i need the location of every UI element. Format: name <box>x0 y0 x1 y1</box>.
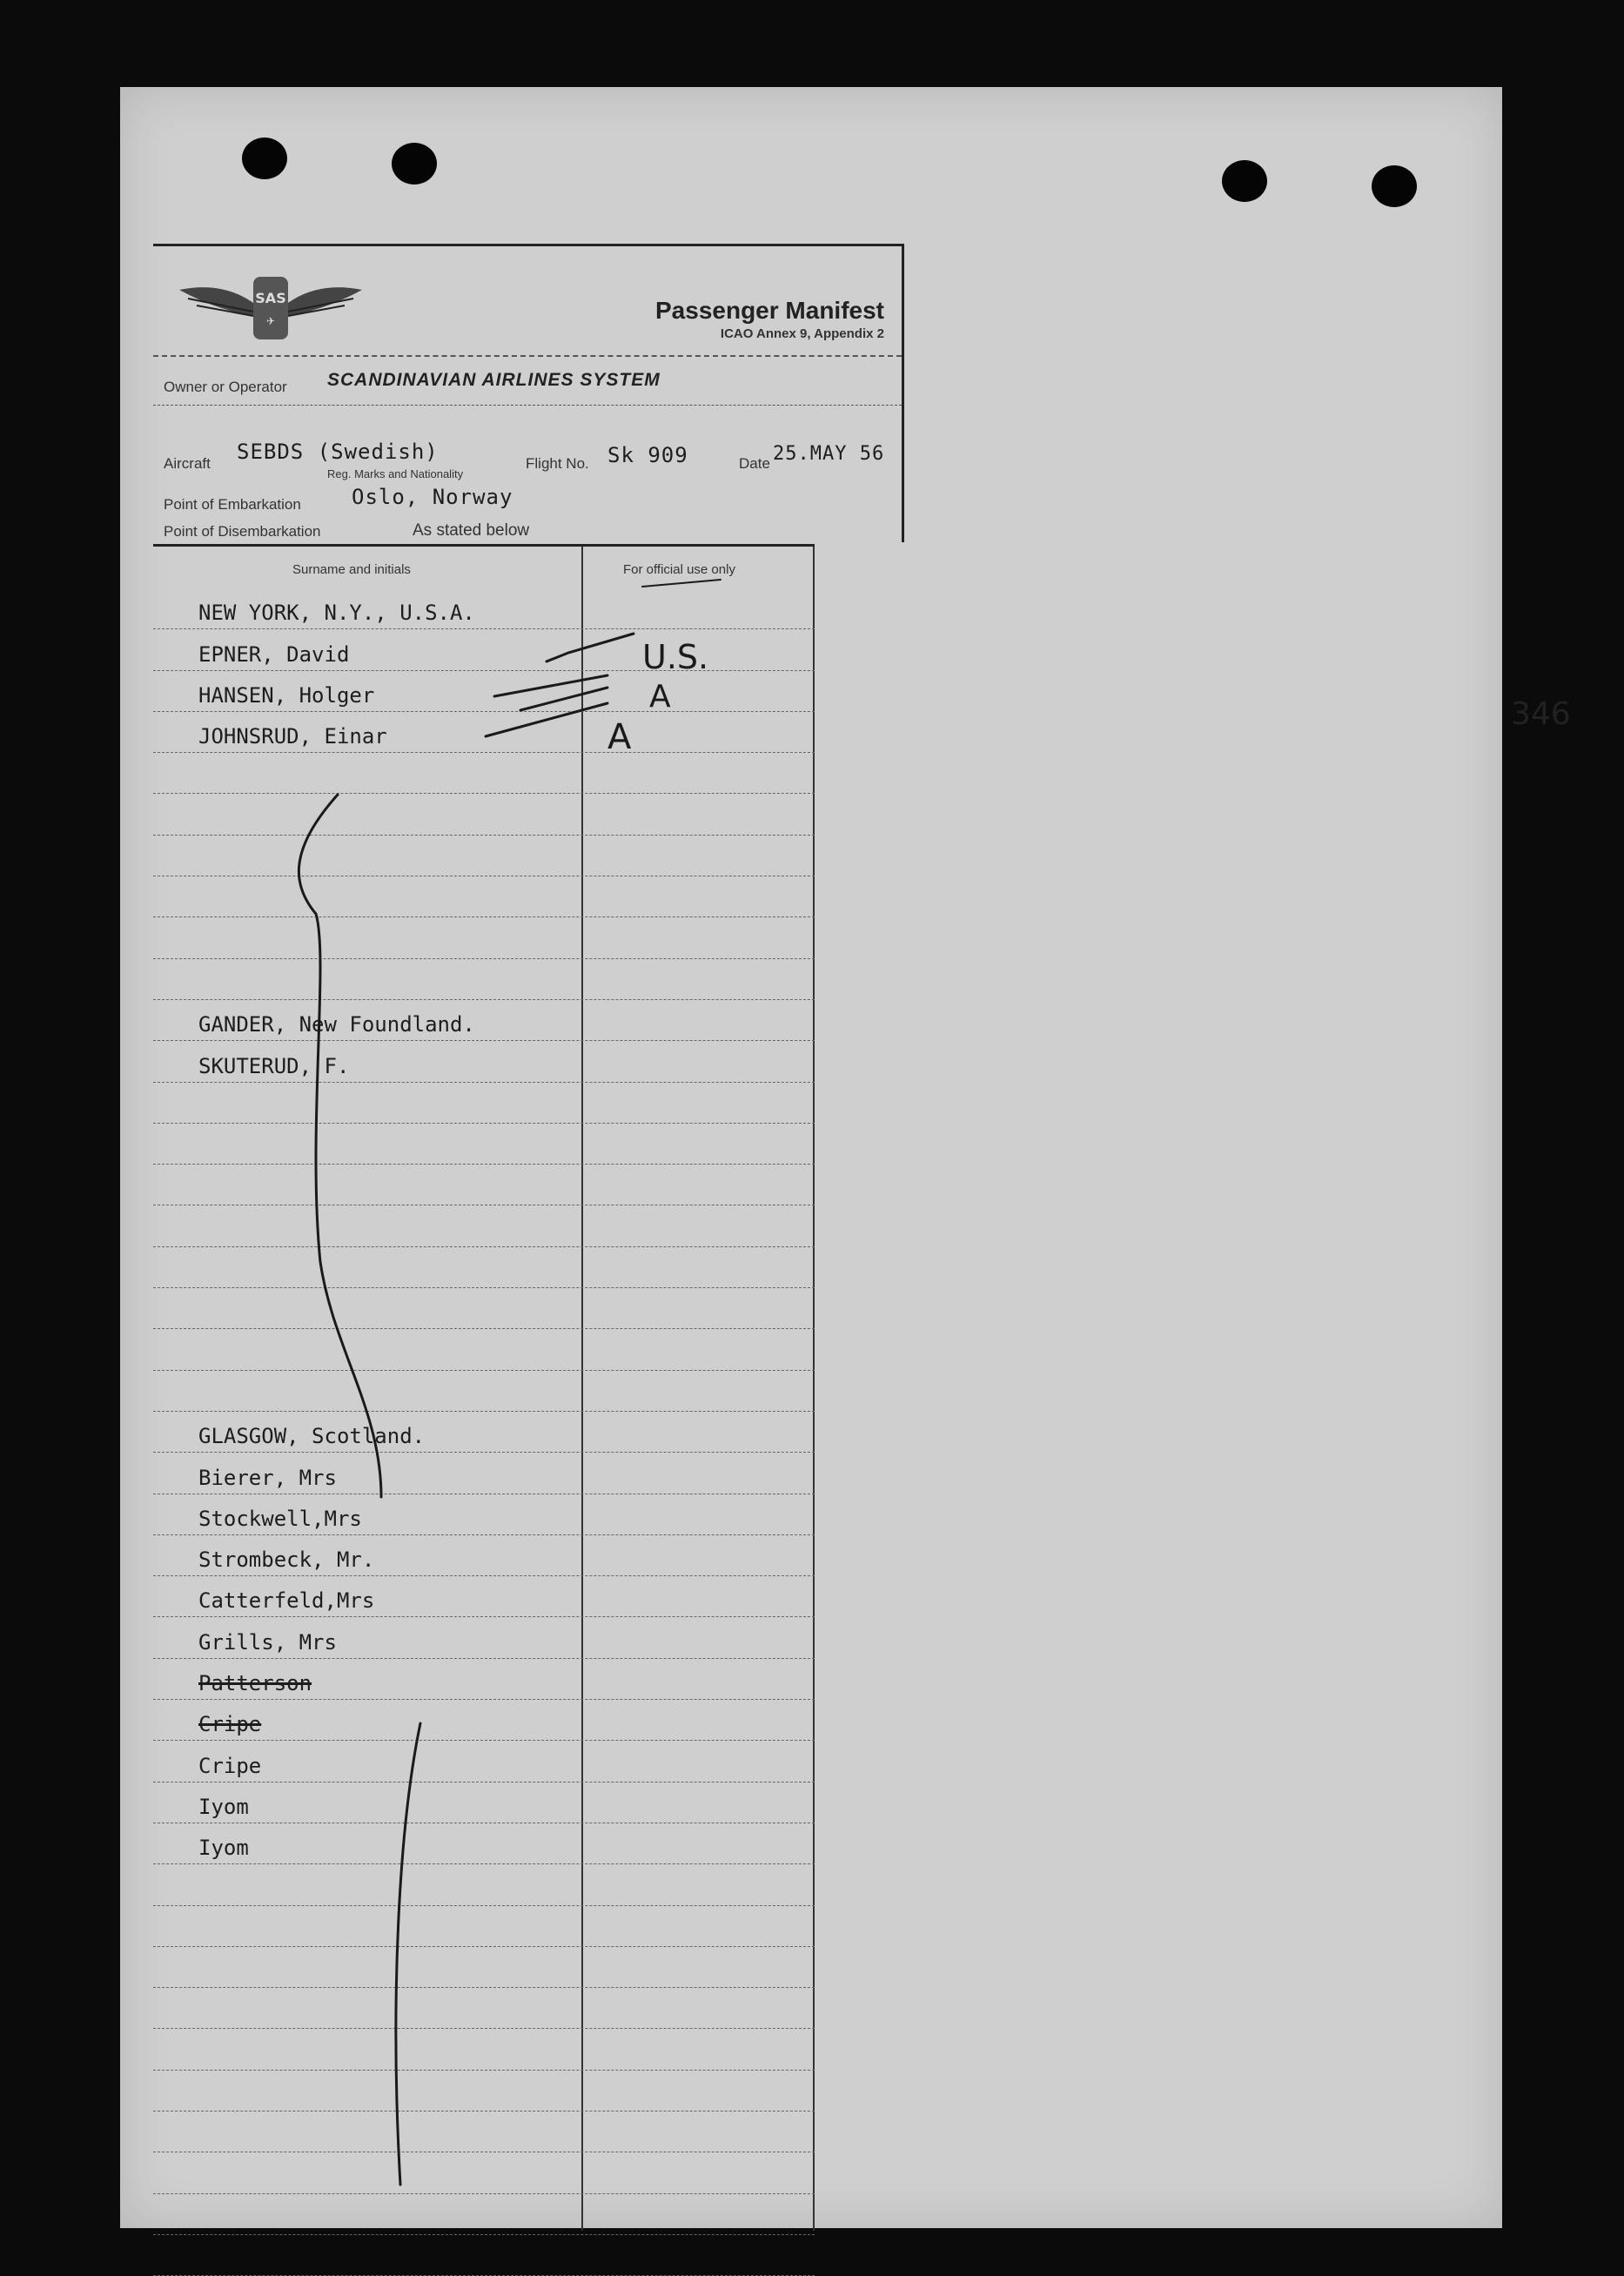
table-row <box>153 1947 815 1988</box>
table-row <box>153 1412 815 1453</box>
flight-label: Flight No. <box>526 455 589 472</box>
sas-wings-logo-icon <box>171 264 371 351</box>
table-row <box>153 1535 815 1576</box>
table-row <box>153 1617 815 1658</box>
table-row <box>153 1124 815 1165</box>
passenger-name: Cripe <box>198 1712 262 1737</box>
table-row <box>153 712 815 753</box>
owner-label: Owner or Operator <box>164 379 287 395</box>
svg-text:✈: ✈ <box>265 315 276 327</box>
column-header-official: For official use only <box>623 562 735 577</box>
table-row <box>153 1988 815 2029</box>
owner-value: SCANDINAVIAN AIRLINES SYSTEM <box>327 370 661 390</box>
flight-value: Sk 909 <box>607 443 688 467</box>
table-row <box>153 1041 815 1082</box>
table-row <box>153 876 815 917</box>
embarkation-label: Point of Embarkation <box>164 496 301 513</box>
passenger-table <box>153 544 815 2231</box>
table-row <box>153 1823 815 1864</box>
table-row <box>153 1165 815 1205</box>
table-row <box>153 1906 815 1947</box>
passenger-name: NEW YORK, N.Y., U.S.A. <box>198 601 475 626</box>
official-mark: A <box>649 679 671 715</box>
table-row <box>153 588 815 629</box>
table-row <box>153 1576 815 1617</box>
punch-hole-icon <box>242 138 287 179</box>
manifest-sheet <box>120 87 1571 2228</box>
table-row <box>153 1494 815 1535</box>
disembarkation-label: Point of Disembarkation <box>164 523 321 540</box>
page-title: Passenger Manifest <box>655 297 884 324</box>
table-row <box>153 2235 815 2276</box>
table-row <box>153 2194 815 2235</box>
passenger-name: SKUTERUD, F. <box>198 1053 350 1078</box>
table-row <box>153 629 815 670</box>
table-row <box>153 836 815 876</box>
table-row <box>153 1741 815 1782</box>
punch-hole-icon <box>1372 165 1417 207</box>
table-row <box>153 2112 815 2152</box>
table-row <box>153 753 815 794</box>
manifest-header <box>153 244 904 542</box>
manifest-form <box>153 244 902 2228</box>
table-row <box>153 959 815 1000</box>
svg-text:SAS: SAS <box>255 290 286 306</box>
passenger-name: Iyom <box>198 1836 249 1861</box>
table-row <box>153 1659 815 1700</box>
passenger-name: Iyom <box>198 1794 249 1819</box>
table-row <box>153 1371 815 1412</box>
table-row <box>153 1000 815 1041</box>
table-row <box>153 794 815 835</box>
passenger-name: Cripe <box>198 1753 262 1778</box>
table-row <box>153 1700 815 1741</box>
table-row <box>153 1453 815 1494</box>
header-divider <box>153 355 902 357</box>
official-mark: U.S. <box>642 638 709 676</box>
embarkation-value: Oslo, Norway <box>352 485 513 509</box>
date-label: Date <box>739 455 770 472</box>
table-row <box>153 1288 815 1329</box>
punch-hole-icon <box>1222 160 1267 202</box>
table-row <box>153 2029 815 2070</box>
passenger-name: Stockwell,Mrs <box>198 1506 362 1531</box>
aircraft-value: SEBDS (Swedish) <box>237 440 439 464</box>
page-number: 346 <box>1511 696 1571 732</box>
date-value: 25.MAY 56 <box>773 443 885 465</box>
passenger-name: Patterson <box>198 1671 312 1696</box>
passenger-name: JOHNSRUD, Einar <box>198 724 387 749</box>
aircraft-label: Aircraft <box>164 455 211 472</box>
passenger-name: EPNER, David <box>198 641 350 667</box>
table-row <box>153 1864 815 1905</box>
passenger-name: Grills, Mrs <box>198 1629 337 1655</box>
table-row <box>153 671 815 712</box>
table-row <box>153 2071 815 2112</box>
passenger-name: Strombeck, Mr. <box>198 1548 375 1573</box>
disembarkation-value: As stated below <box>413 521 530 540</box>
table-row <box>153 917 815 958</box>
table-row <box>153 1783 815 1823</box>
table-row <box>153 2152 815 2193</box>
official-mark: A <box>607 717 632 757</box>
table-row <box>153 1083 815 1124</box>
reg-marks-label: Reg. Marks and Nationality <box>327 467 464 480</box>
table-row <box>153 1329 815 1370</box>
table-row <box>153 1247 815 1288</box>
passenger-name: Catterfeld,Mrs <box>198 1588 375 1614</box>
passenger-name: GANDER, New Foundland. <box>198 1012 475 1037</box>
page-subtitle: ICAO Annex 9, Appendix 2 <box>720 326 884 341</box>
passenger-rows <box>153 588 815 2276</box>
passenger-name: Bierer, Mrs <box>198 1465 337 1490</box>
column-header-surname: Surname and initials <box>292 562 411 577</box>
punch-hole-icon <box>392 143 437 185</box>
table-row <box>153 1205 815 1246</box>
passenger-name: GLASGOW, Scotland. <box>198 1424 426 1449</box>
header-divider <box>153 405 902 406</box>
passenger-name: HANSEN, Holger <box>198 682 375 708</box>
